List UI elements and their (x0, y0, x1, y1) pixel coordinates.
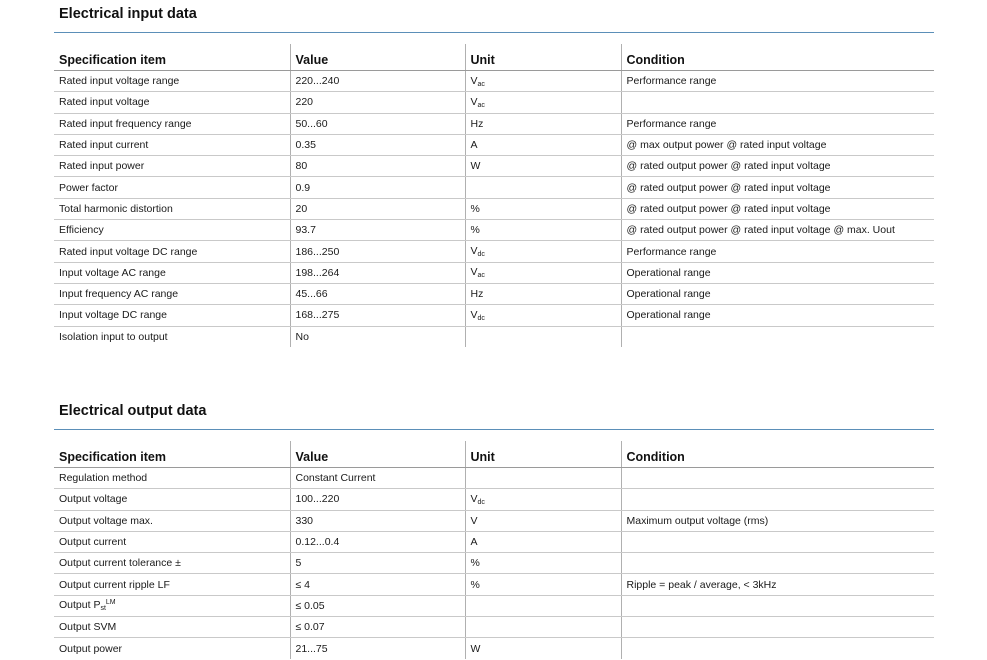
condition-text: @ rated output power @ rated input voltage (626, 202, 831, 215)
value-cell (290, 510, 465, 531)
value-text: 45...66 (295, 288, 328, 301)
unit-cell (465, 617, 621, 638)
electrical-output-table (54, 441, 934, 659)
table-row (54, 241, 934, 262)
condition-cell (621, 595, 934, 616)
value-cell (290, 574, 465, 595)
table-row (54, 305, 934, 326)
electrical-input-table (54, 44, 934, 347)
condition-text: Performance range (626, 75, 717, 88)
spec-item-cell (54, 468, 290, 489)
unit-text: % (470, 578, 480, 591)
output-section-title: Electrical output data (59, 403, 207, 419)
value-cell (290, 71, 465, 92)
header-value: Value (290, 441, 465, 468)
value-text: Constant Current (295, 472, 376, 485)
unit-cell (465, 156, 621, 177)
value-cell (290, 305, 465, 326)
value-cell (290, 468, 465, 489)
unit-subscript: dc (477, 251, 485, 259)
spec-item-label: Output P (59, 599, 101, 612)
table-row (54, 92, 934, 113)
condition-text: @ rated output power @ rated input voltage (626, 181, 831, 194)
value-text: 186...250 (295, 245, 340, 258)
value-cell (290, 638, 465, 659)
unit-text: W (470, 160, 481, 173)
value-text: 21...75 (295, 642, 328, 655)
unit-cell (465, 553, 621, 574)
value-cell (290, 283, 465, 304)
condition-cell (621, 220, 934, 241)
condition-text: Operational range (626, 266, 711, 279)
condition-text: Performance range (626, 117, 717, 130)
header-specification-item: Specification item (54, 441, 290, 468)
value-text: 220 (295, 96, 314, 109)
spec-item-label: Input voltage DC range (59, 309, 167, 322)
spec-item-cell (54, 262, 290, 283)
spec-item-label: Rated input voltage DC range (59, 245, 198, 258)
spec-item-subscript: st (100, 605, 106, 613)
value-cell (290, 92, 465, 113)
value-text: 50...60 (295, 117, 328, 130)
spec-item-label: Output voltage max. (59, 514, 153, 527)
condition-text: Maximum output voltage (rms) (626, 514, 769, 527)
spec-item-label: Efficiency (59, 224, 104, 237)
unit-subscript: ac (477, 101, 485, 109)
unit-cell (465, 71, 621, 92)
spec-item-label: Input frequency AC range (59, 288, 179, 301)
spec-item-label: Output voltage (59, 493, 128, 506)
spec-item-label: Total harmonic distortion (59, 202, 173, 215)
table-row (54, 198, 934, 219)
value-cell (290, 241, 465, 262)
header-condition: Condition (621, 441, 934, 468)
unit-text: A (470, 139, 478, 152)
table-row (54, 220, 934, 241)
unit-cell (465, 574, 621, 595)
unit-text: % (470, 224, 480, 237)
condition-cell (621, 156, 934, 177)
value-cell (290, 553, 465, 574)
unit-cell (465, 92, 621, 113)
unit-cell (465, 510, 621, 531)
condition-cell (621, 262, 934, 283)
table-row (54, 283, 934, 304)
value-text: 100...220 (295, 493, 340, 506)
table-row (54, 156, 934, 177)
condition-cell (621, 638, 934, 659)
spec-item-cell (54, 489, 290, 510)
unit-text: A (470, 536, 478, 549)
spec-item-label: Input voltage AC range (59, 266, 166, 279)
spec-item-cell (54, 305, 290, 326)
spec-item-cell (54, 574, 290, 595)
spec-item-cell (54, 241, 290, 262)
spec-item-cell (54, 198, 290, 219)
table-row (54, 262, 934, 283)
unit-subscript: ac (477, 80, 485, 88)
value-cell (290, 156, 465, 177)
value-cell (290, 113, 465, 134)
condition-cell (621, 553, 934, 574)
table-row (54, 638, 934, 659)
spec-item-label: Rated input power (59, 160, 145, 173)
unit-text: V (470, 492, 478, 505)
condition-text: Operational range (626, 288, 711, 301)
input-section-title: Electrical input data (59, 6, 197, 22)
header-unit: Unit (465, 44, 621, 71)
value-text: ≤ 0.05 (295, 599, 325, 612)
table-row (54, 617, 934, 638)
table-row (54, 510, 934, 531)
unit-cell (465, 638, 621, 659)
condition-cell (621, 71, 934, 92)
spec-item-label: Output SVM (59, 621, 117, 634)
value-text: ≤ 4 (295, 578, 311, 591)
unit-cell (465, 305, 621, 326)
condition-cell (621, 92, 934, 113)
value-text: 0.35 (295, 139, 316, 152)
unit-text: Hz (470, 288, 484, 301)
unit-text: V (470, 95, 478, 108)
table-row (54, 326, 934, 347)
spec-item-cell (54, 510, 290, 531)
header-value: Value (290, 44, 465, 71)
unit-cell (465, 262, 621, 283)
unit-subscript: dc (477, 314, 485, 322)
condition-text: Ripple = peak / average, < 3kHz (626, 578, 777, 591)
unit-text: Hz (470, 117, 484, 130)
table-row (54, 134, 934, 155)
table-row (54, 71, 934, 92)
unit-cell (465, 283, 621, 304)
value-cell (290, 177, 465, 198)
condition-cell (621, 198, 934, 219)
spec-item-cell (54, 283, 290, 304)
spec-item-label: Rated input voltage (59, 96, 150, 109)
input-section-rule (54, 32, 934, 33)
spec-item-label: Rated input voltage range (59, 75, 180, 88)
table-header-row (54, 44, 934, 71)
unit-text: V (470, 514, 478, 527)
value-cell (290, 220, 465, 241)
unit-text: V (470, 308, 478, 321)
condition-cell (621, 113, 934, 134)
condition-cell (621, 489, 934, 510)
unit-subscript: dc (477, 498, 485, 506)
output-section-rule (54, 429, 934, 430)
spec-item-cell (54, 326, 290, 347)
condition-cell (621, 134, 934, 155)
condition-text: @ max output power @ rated input voltage (626, 139, 827, 152)
condition-text: @ rated output power @ rated input voltage @ max. Uout (626, 224, 895, 237)
spec-item-cell (54, 595, 290, 616)
table-row (54, 553, 934, 574)
spec-item-cell (54, 220, 290, 241)
unit-text: V (470, 245, 478, 258)
unit-subscript: ac (477, 272, 485, 280)
unit-cell (465, 134, 621, 155)
header-unit: Unit (465, 441, 621, 468)
spec-item-label: Regulation method (59, 472, 148, 485)
spec-item-cell (54, 638, 290, 659)
value-text: 330 (295, 514, 314, 527)
table-row (54, 574, 934, 595)
value-cell (290, 134, 465, 155)
unit-cell (465, 220, 621, 241)
unit-cell (465, 595, 621, 616)
table-row (54, 595, 934, 616)
spec-item-label: Rated input frequency range (59, 117, 192, 130)
value-text: 20 (295, 202, 308, 215)
table-row (54, 489, 934, 510)
spec-item-cell (54, 113, 290, 134)
unit-cell (465, 113, 621, 134)
unit-cell (465, 468, 621, 489)
unit-text: % (470, 202, 480, 215)
spec-item-label: Output power (59, 642, 123, 655)
value-text: 93.7 (295, 224, 316, 237)
unit-text: W (470, 642, 481, 655)
spec-item-label: Rated input current (59, 139, 149, 152)
condition-cell (621, 241, 934, 262)
header-condition: Condition (621, 44, 934, 71)
condition-cell (621, 468, 934, 489)
value-text: 220...240 (295, 75, 340, 88)
condition-cell (621, 283, 934, 304)
unit-text: V (470, 266, 478, 279)
spec-item-label: Output current (59, 536, 127, 549)
unit-cell (465, 531, 621, 552)
unit-cell (465, 241, 621, 262)
table-header-row (54, 441, 934, 468)
spec-item-cell (54, 71, 290, 92)
condition-text: @ rated output power @ rated input voltage (626, 160, 831, 173)
value-text: 0.9 (295, 181, 311, 194)
spec-item-cell (54, 177, 290, 198)
unit-text: V (470, 74, 478, 87)
table-row (54, 531, 934, 552)
condition-cell (621, 177, 934, 198)
value-cell (290, 198, 465, 219)
table-row (54, 113, 934, 134)
unit-cell (465, 489, 621, 510)
unit-text: % (470, 557, 480, 570)
spec-item-cell (54, 553, 290, 574)
header-specification-item: Specification item (54, 44, 290, 71)
unit-cell (465, 326, 621, 347)
value-text: 80 (295, 160, 308, 173)
spec-item-label: Power factor (59, 181, 118, 194)
value-text: 0.12...0.4 (295, 536, 340, 549)
spec-item-cell (54, 156, 290, 177)
condition-cell (621, 326, 934, 347)
condition-text: Performance range (626, 245, 717, 258)
value-cell (290, 326, 465, 347)
spec-item-cell (54, 617, 290, 638)
unit-cell (465, 177, 621, 198)
condition-cell (621, 510, 934, 531)
value-text: ≤ 0.07 (295, 621, 325, 634)
value-text: No (295, 330, 309, 343)
spec-item-cell (54, 92, 290, 113)
spec-item-superscript: LM (105, 599, 116, 607)
value-cell (290, 262, 465, 283)
value-cell (290, 617, 465, 638)
condition-text: Operational range (626, 309, 711, 322)
spec-item-label: Output current tolerance ± (59, 557, 181, 570)
unit-cell (465, 198, 621, 219)
spec-item-label: Output current ripple LF (59, 578, 170, 591)
table-row (54, 468, 934, 489)
value-text: 5 (295, 557, 302, 570)
spec-item-label: Isolation input to output (59, 330, 168, 343)
condition-cell (621, 617, 934, 638)
value-cell (290, 595, 465, 616)
value-text: 168...275 (295, 309, 340, 322)
condition-cell (621, 531, 934, 552)
value-text: 198...264 (295, 266, 340, 279)
spec-item-cell (54, 134, 290, 155)
spec-item-cell (54, 531, 290, 552)
condition-cell (621, 574, 934, 595)
value-cell (290, 489, 465, 510)
table-row (54, 177, 934, 198)
condition-cell (621, 305, 934, 326)
value-cell (290, 531, 465, 552)
